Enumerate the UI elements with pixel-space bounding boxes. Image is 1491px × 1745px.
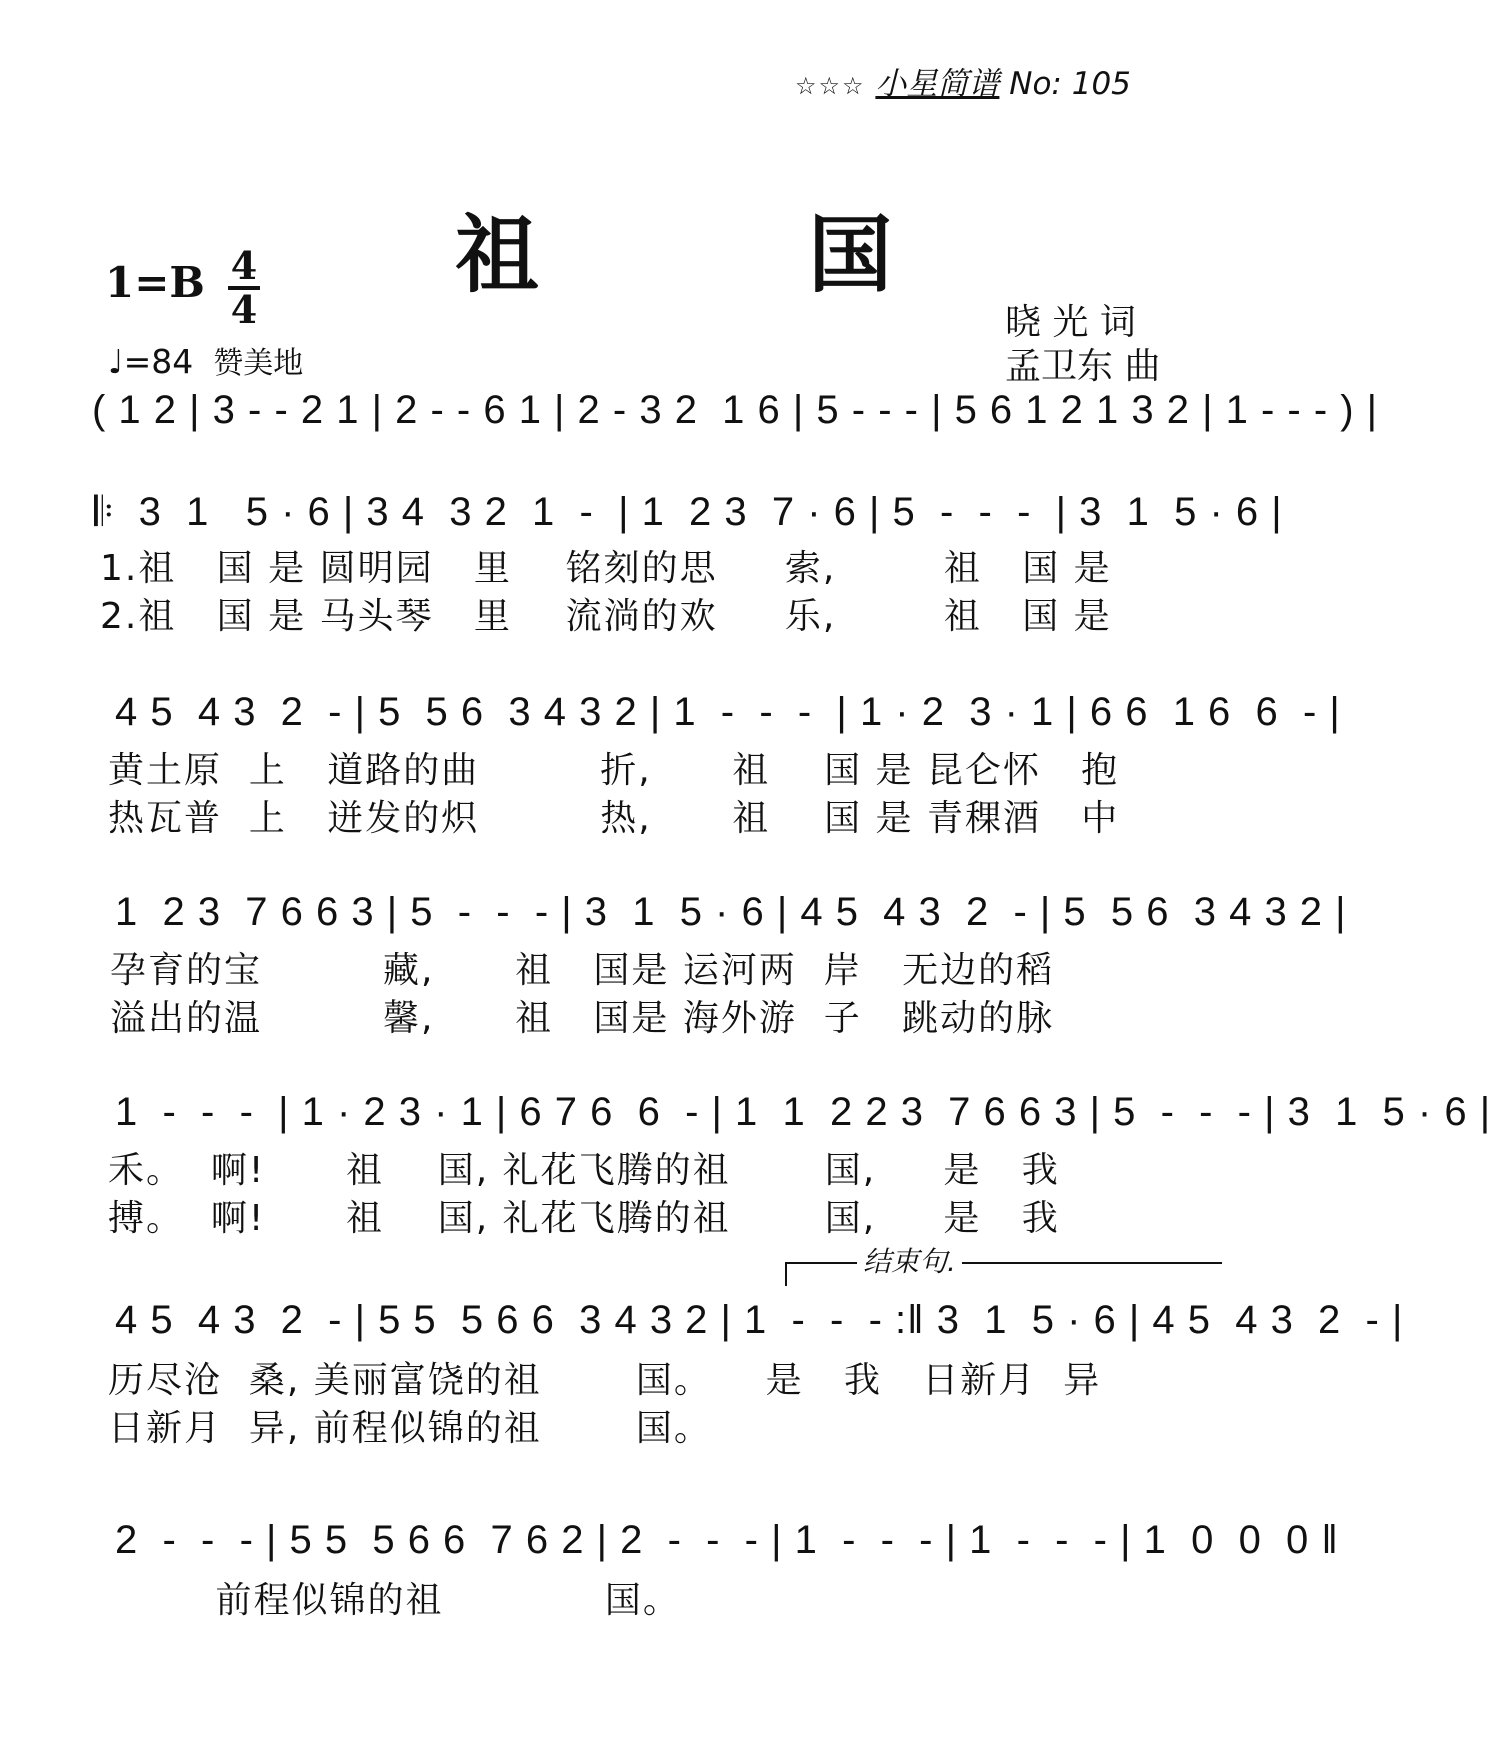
row-3-lyrics-verse-1: 孕育的宝 藏, 祖 国是 运河两 岸 无边的稻 (110, 950, 1055, 991)
time-signature-bottom: 4 (230, 287, 258, 332)
row-5-lyrics-verse-2: 日新月 异, 前程似锦的祖 国。 (108, 1408, 712, 1449)
row-1-lyrics-verse-2: 2.祖 国 是 马头琴 里 流淌的欢 乐, 祖 国 是 (100, 596, 1112, 637)
ending-label: 结束句. (857, 1240, 962, 1280)
tempo-value: =84 (123, 342, 194, 381)
row-2-notes: 4 5 4 3 2 - | 5 5 6 3 4 3 2 | 1 - - - | 1 · 2 3 · 1 | 6 6 1 6 6 - | (115, 690, 1341, 734)
score-number: No: 105 (1009, 66, 1131, 102)
row-3-notes: 1 2 3 7 6 6 3 | 5 - - - | 3 1 5 · 6 | 4 5 4 3 2 - | 5 5 6 3 4 3 2 | (115, 890, 1347, 934)
row-2-lyrics-verse-1: 黄土原 上 道路的曲 折, 祖 国 是 昆仑怀 抱 (108, 750, 1120, 791)
tempo-mood: 赞美地 (213, 346, 304, 381)
row-1-notes: 𝄆 3 1 5 · 6 | 3 4 3 2 1 - | 1 2 3 7 · 6 | 5 - - - | 3 1 5 · 6 | (94, 490, 1283, 534)
row-3-lyrics-verse-2: 溢出的温 馨, 祖 国是 海外游 子 跳动的脉 (110, 998, 1055, 1039)
row-4-notes: 1 - - - | 1 · 2 3 · 1 | 6 7 6 6 - | 1 1 2 2 3 7 6 6 3 | 5 - - - | 3 1 5 · 6 | (115, 1090, 1491, 1134)
row-2-lyrics-verse-2: 热瓦普 上 迸发的炽 热, 祖 国 是 青稞酒 中 (108, 798, 1120, 839)
quarter-note-icon: ♩ (108, 342, 124, 381)
key-signature: 1=B (105, 258, 205, 307)
brand-name: 小星简谱 (875, 66, 1000, 102)
intro-notes: ( 1 2 | 3 - - 2 1 | 2 - - 6 1 | 2 - 3 2 1 6 | 5 - - - | 5 6 1 2 1 3 2 | 1 - - - ) | (92, 388, 1379, 432)
tempo-marking (108, 338, 303, 382)
row-4-lyrics-verse-1: 禾。 啊! 祖 国, 礼花飞腾的祖 国, 是 我 (108, 1150, 1060, 1191)
ending-bracket (785, 1245, 1222, 1286)
stars-icon: ☆☆☆ (795, 72, 866, 100)
row-5-notes: 4 5 4 3 2 - | 5 5 5 6 6 3 4 3 2 | 1 - - - :‖ 3 1 5 · 6 | 4 5 4 3 2 - | (115, 1298, 1404, 1342)
row-1-lyrics-verse-1: 1.祖 国 是 圆明园 里 铭刻的思 索, 祖 国 是 (100, 548, 1112, 589)
row-6-notes: 2 - - - | 5 5 5 6 6 7 6 2 | 2 - - - | 1 - - - | 1 - - - | 1 0 0 0 ‖ (115, 1518, 1339, 1562)
time-signature-top: 4 (230, 243, 258, 288)
row-5-lyrics-verse-1: 历尽沧 桑, 美丽富饶的祖 国。 是 我 日新月 异 (108, 1360, 1102, 1401)
header-brand (795, 58, 1131, 103)
song-title: 祖 国 (455, 205, 1013, 304)
time-signature (226, 243, 262, 332)
row-4-lyrics-verse-2: 搏。 啊! 祖 国, 礼花飞腾的祖 国, 是 我 (108, 1198, 1060, 1239)
composer-credit: 孟卫东 曲 (1005, 346, 1161, 387)
lyricist-credit: 晓 光 词 (1005, 302, 1136, 343)
row-6-lyrics: 前程似锦的祖 国。 (108, 1580, 681, 1621)
